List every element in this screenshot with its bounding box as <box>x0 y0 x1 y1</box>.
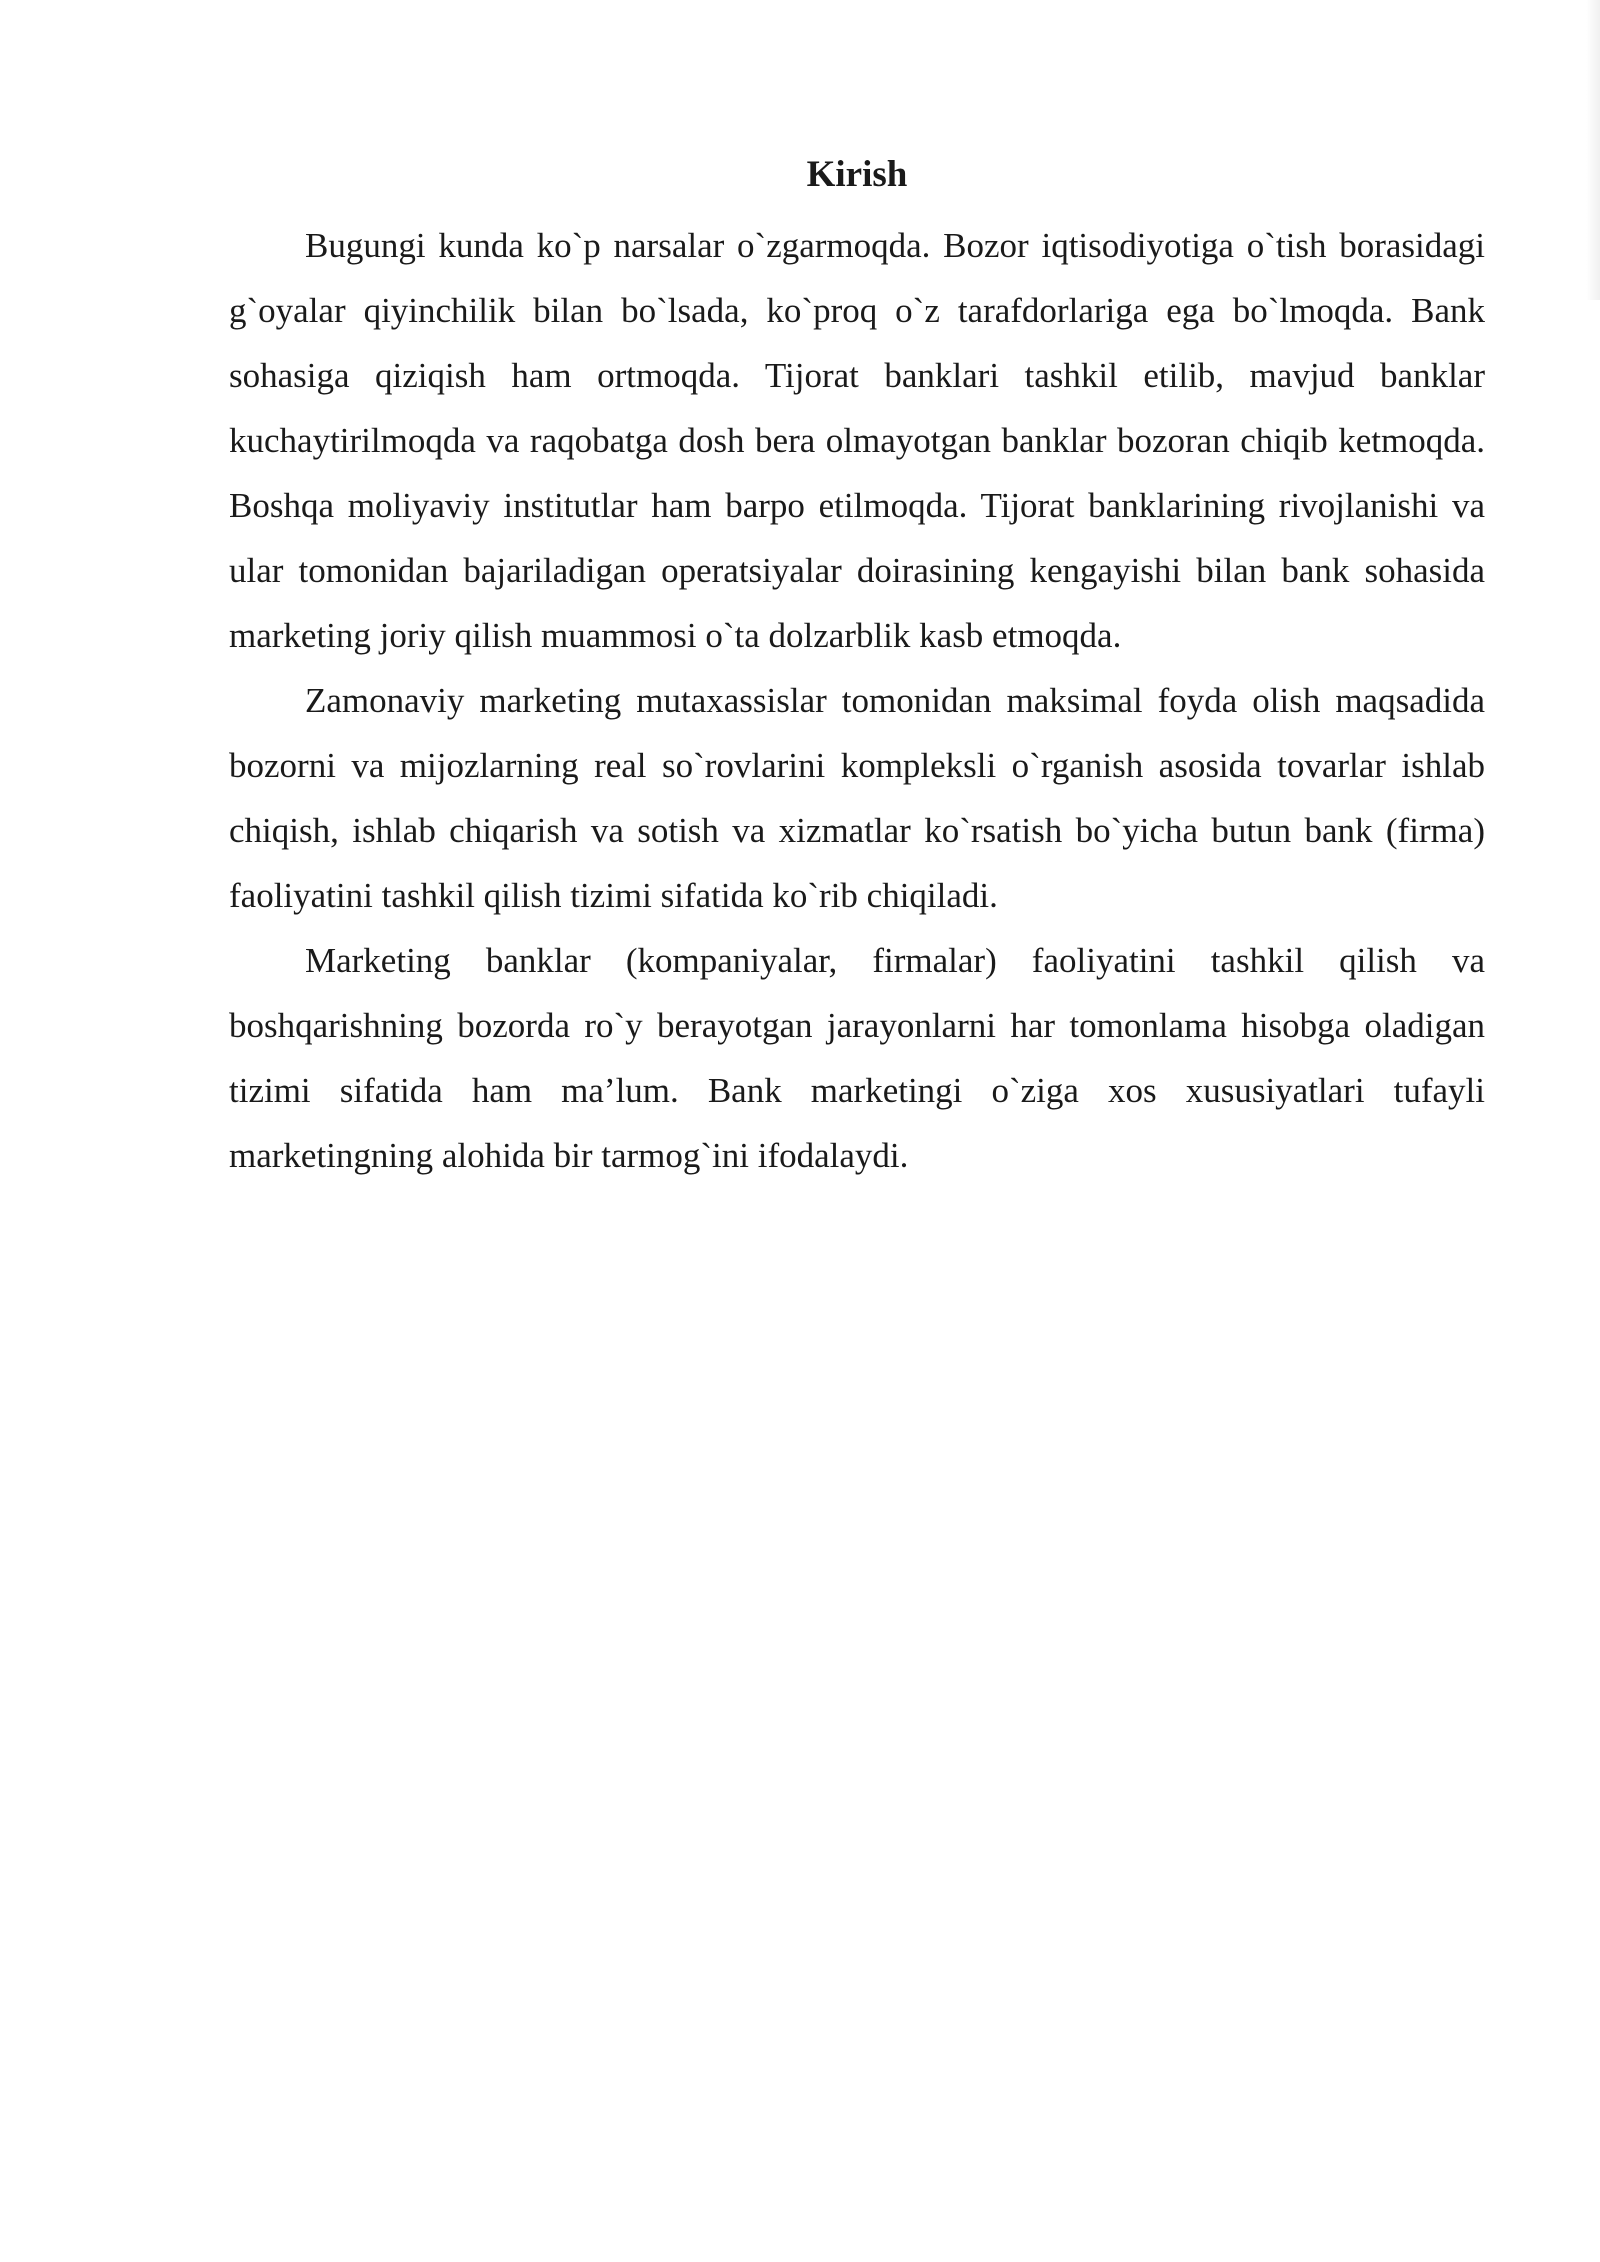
paragraph-2: Zamonaviy marketing mutaxassislar tomonidan maksimal foyda olish maqsadida bozorni va mijozlarning real so`rovlarini kompleksli o`rganish asosida tovarlar ishlab chiqish, ishlab chiqarish va sotish va xizmatlar ko`rsatish bo`yicha butun bank (firma) faoliyatini tashkil qilish tizimi sifatida ko`rib chiqiladi. <box>229 681 1485 915</box>
paragraph-1: Bugungi kunda ko`p narsalar o`zgarmoqda. Bozor iqtisodiyotiga o`tish borasidagi g`oyalar qiyinchilik bilan bo`lsada, ko`proq o`z tarafdorlariga ega bo`lmoqda. Bank sohasiga qiziqish ham ortmoqda. Tijorat banklari tashkil etilib, mavjud banklar kuchaytirilmoqda va raqobatga dosh bera olmayotgan banklar bozoran chiqib ketmoqda. Boshqa moliyaviy institutlar ham barpo etilmoqda. Tijorat banklarining rivojlanishi va ular tomonidan bajariladigan operatsiyalar doirasining kengayishi bilan bank sohasida marketing joriy qilish muammosi o`ta dolzarblik kasb etmoqda. <box>229 226 1485 655</box>
page-edge-shadow <box>1586 0 1600 300</box>
document-title: Kirish <box>806 154 908 195</box>
document-body <box>229 150 1485 1188</box>
paragraph-3: Marketing banklar (kompaniyalar, firmalar) faoliyatini tashkil qilish va boshqarishning bozorda ro`y berayotgan jarayonlarni har tomonlama hisobga oladigan tizimi sifatida ham ma’lum. Bank marketingi o`ziga xos xususiyatlari tufayli marketingning alohida bir tarmog`ini ifodalaydi. <box>229 941 1485 1175</box>
